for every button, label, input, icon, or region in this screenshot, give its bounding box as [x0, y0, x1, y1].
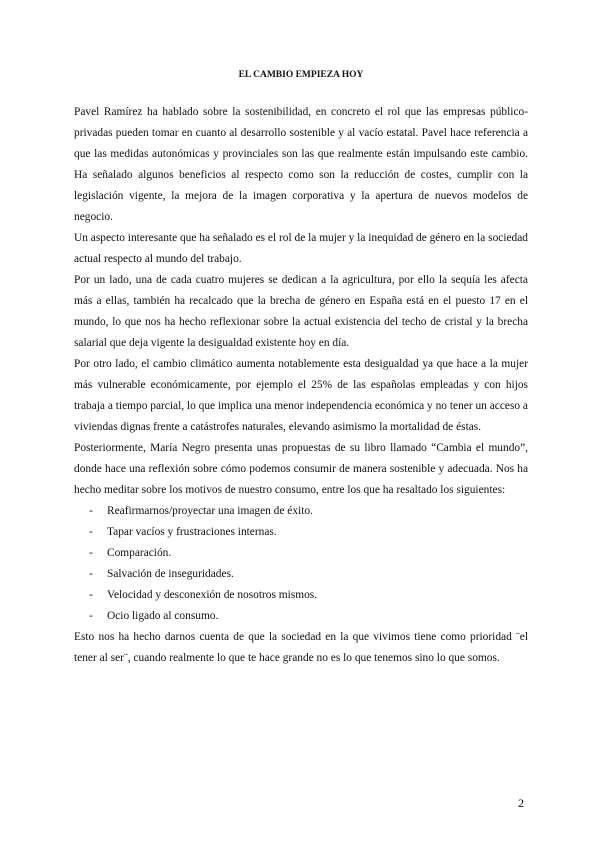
document-page	[74, 70, 528, 669]
list-item: - Reafirmarnos/proyectar una imagen de éxito.	[74, 501, 528, 522]
list-marker: -	[89, 568, 93, 580]
list-item: - Salvación de inseguridades.	[74, 564, 528, 585]
list-marker: -	[89, 610, 93, 622]
list-item: - Comparación.	[74, 543, 528, 564]
closing-paragraph: Esto nos ha hecho darnos cuenta de que la sociedad en la que vivimos tiene como prioridad ¨el tener al ser¨, cuando realmente lo que te hace grande no es lo que tenemos sino lo que somos.	[74, 631, 528, 664]
document-title: EL CAMBIO EMPIEZA HOY	[238, 70, 364, 80]
list-item: - Tapar vacíos y frustraciones internas.	[74, 522, 528, 543]
list-marker: -	[89, 526, 93, 538]
paragraph-sustainability: Pavel Ramírez ha hablado sobre la sostenibilidad, en concreto el rol que las empresas público-privadas pueden tomar en cuanto al desarrollo sostenible y al vacío estatal. Pavel hace referencia a que las medidas autonómicas y provinciales son las que realmente están impulsando este cambio. Ha señalado algunos beneficios al respecto como son la reducción de costes, cumplir con la legislación vigente, la mejora de la imagen corporativa y la apertura de nuevos modelos de negocio.	[74, 106, 528, 223]
list-item: - Velocidad y desconexión de nosotros mismos.	[74, 585, 528, 606]
list-marker: -	[89, 505, 93, 517]
paragraph-climate-change: Por otro lado, el cambio climático aumenta notablemente esta desigualdad ya que hace a la mujer más vulnerable económicamente, por ejemplo el 25% de las españolas empleadas y con hijos trabaja a tiempo parcial, lo que implica una menor independencia económica y no tener un acceso a viviendas dignas frente a catástrofes naturales, elevando asimismo la mortalidad de éstas.	[74, 358, 528, 433]
consumption-motives-list	[74, 501, 528, 627]
list-item: - Ocio ligado al consumo.	[74, 606, 528, 627]
list-marker: -	[89, 589, 93, 601]
paragraph-women-role: Un aspecto interesante que ha señalado es el rol de la mujer y la inequidad de género en la sociedad actual respecto al mundo del trabajo.	[74, 232, 528, 265]
paragraph-consumption: Posteriormente, María Negro presenta unas propuestas de su libro llamado “Cambia el mundo”, donde hace una reflexión sobre cómo podemos consumir de manera sostenible y adecuada. Nos ha hecho meditar sobre los motivos de nuestro consumo, entre los que ha resaltado los siguientes:	[74, 442, 528, 496]
page-number: 2	[518, 796, 524, 810]
list-marker: -	[89, 547, 93, 559]
paragraph-agriculture: Por un lado, una de cada cuatro mujeres se dedican a la agricultura, por ello la sequía les afecta más a ellas, también ha recalcado que la brecha de género en España está en el puesto 17 en el mundo, lo que nos ha hecho reflexionar sobre la actual existencia del techo de cristal y la brecha salarial que deja vigente la desigualdad existente hoy en día.	[74, 274, 528, 349]
